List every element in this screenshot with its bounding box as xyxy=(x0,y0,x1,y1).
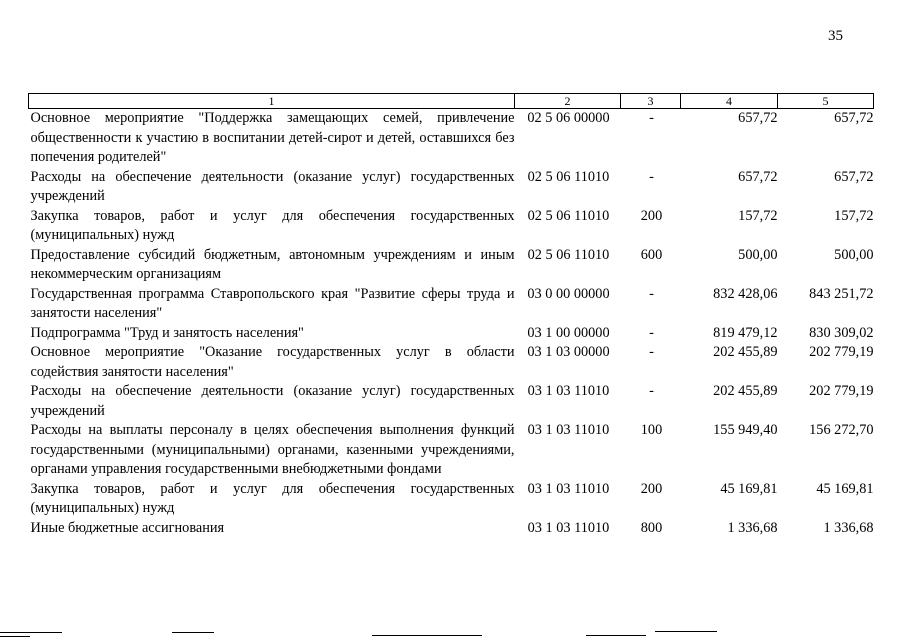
row-expense-type: - xyxy=(649,168,654,185)
row-name: Иные бюджетные ассигнования xyxy=(30,519,225,536)
row-name: Расходы на обеспечение деятельности (оказание услуг) государственных учреждений xyxy=(30,168,515,204)
row-value-2: 202 779,19 xyxy=(809,344,874,360)
row-name: Расходы на обеспечение деятельности (оказание услуг) государственных учреждений xyxy=(30,383,515,419)
table-row xyxy=(29,382,874,421)
row-expense-type: 600 xyxy=(640,246,663,263)
row-code: 03 0 00 00000 xyxy=(527,285,610,302)
row-expense-type: 200 xyxy=(640,207,663,224)
row-value-2: 657,72 xyxy=(834,110,874,126)
row-code: 03 1 03 00000 xyxy=(527,344,610,360)
row-value-2: 500,00 xyxy=(834,246,874,263)
row-code: 03 1 03 11010 xyxy=(527,519,610,536)
header-col-4: 4 xyxy=(681,94,778,109)
table-row xyxy=(29,285,874,324)
page-number: 35 xyxy=(828,28,843,44)
row-expense-type: - xyxy=(649,383,654,399)
row-value-2: 202 779,19 xyxy=(809,383,874,399)
row-name: Закупка товаров, работ и услуг для обеспечения государственных (муниципальных) нужд xyxy=(30,207,515,243)
row-value-2: 843 251,72 xyxy=(809,285,874,302)
row-value-1: 832 428,06 xyxy=(713,285,778,302)
row-expense-type: - xyxy=(649,344,654,360)
row-name: Подпрограмма "Труд и занятость населения" xyxy=(30,324,304,341)
row-name: Предоставление субсидий бюджетным, автономным учреждениям и иным некоммерческим организациям xyxy=(30,246,515,282)
table-header-row xyxy=(29,94,874,109)
table-row xyxy=(29,480,874,519)
row-value-1: 202 455,89 xyxy=(713,383,778,399)
header-col-1: 1 xyxy=(29,94,515,109)
row-name: Расходы на выплаты персоналу в целях обеспечения выполнения функций государственными (муниципальными) органами, казенными учреждениями, органами управления государственными внебюджетными фондами xyxy=(30,422,515,477)
table-row xyxy=(29,324,874,344)
row-value-2: 156 272,70 xyxy=(809,422,874,438)
row-code: 02 5 06 11010 xyxy=(527,168,610,185)
row-value-1: 157,72 xyxy=(738,207,778,224)
table-row xyxy=(29,519,874,539)
row-value-1: 657,72 xyxy=(738,168,778,185)
row-value-2: 830 309,02 xyxy=(809,324,874,341)
table-row xyxy=(29,246,874,285)
header-col-2: 2 xyxy=(515,94,621,109)
row-value-2: 657,72 xyxy=(834,168,874,185)
row-code: 02 5 06 11010 xyxy=(527,246,610,263)
row-value-1: 657,72 xyxy=(738,110,778,126)
row-name: Основное мероприятие "Поддержка замещающих семей, привлечение общественности к участию в воспитании детей-сирот и детей, оставшихся без попечения родителей" xyxy=(30,110,515,165)
row-expense-type: - xyxy=(649,324,654,341)
row-value-2: 45 169,81 xyxy=(816,480,874,497)
table-row xyxy=(29,343,874,382)
row-expense-type: 200 xyxy=(640,480,663,497)
row-value-1: 155 949,40 xyxy=(713,422,778,438)
budget-table xyxy=(28,93,874,538)
row-value-1: 202 455,89 xyxy=(713,344,778,360)
table-row xyxy=(29,168,874,207)
row-expense-type: - xyxy=(649,285,654,302)
header-col-5: 5 xyxy=(778,94,874,109)
row-code: 02 5 06 11010 xyxy=(527,207,610,224)
row-value-1: 819 479,12 xyxy=(713,324,778,341)
row-code: 02 5 06 00000 xyxy=(527,110,610,126)
scan-artifacts xyxy=(0,626,901,640)
row-value-1: 1 336,68 xyxy=(727,519,778,536)
table-row xyxy=(29,421,874,480)
row-expense-type: - xyxy=(649,110,654,126)
row-expense-type: 800 xyxy=(640,519,663,536)
row-code: 03 1 03 11010 xyxy=(527,422,610,438)
table-row xyxy=(29,109,874,168)
row-expense-type: 100 xyxy=(640,422,663,438)
row-value-2: 1 336,68 xyxy=(823,519,874,536)
row-name: Основное мероприятие "Оказание государственных услуг в области содействия занятости населения" xyxy=(30,344,515,380)
row-value-1: 45 169,81 xyxy=(720,480,778,497)
row-code: 03 1 00 00000 xyxy=(527,324,610,341)
row-name: Государственная программа Ставропольского края "Развитие сферы труда и занятости населения" xyxy=(30,285,515,321)
row-code: 03 1 03 11010 xyxy=(527,383,610,399)
header-col-3: 3 xyxy=(621,94,681,109)
row-value-2: 157,72 xyxy=(834,207,874,224)
table-row xyxy=(29,207,874,246)
row-code: 03 1 03 11010 xyxy=(527,480,610,497)
row-value-1: 500,00 xyxy=(738,246,778,263)
row-name: Закупка товаров, работ и услуг для обеспечения государственных (муниципальных) нужд xyxy=(30,480,515,516)
